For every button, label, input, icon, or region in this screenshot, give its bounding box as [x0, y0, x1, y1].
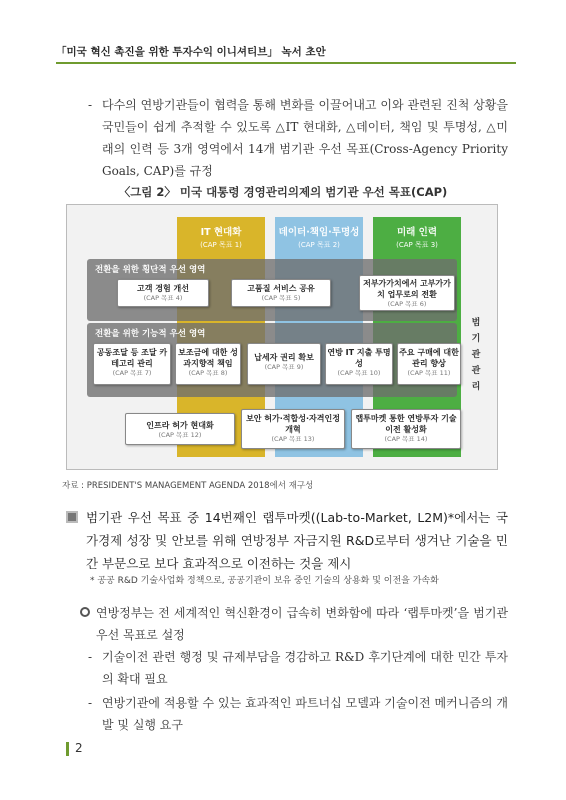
cap-box-7 — [93, 343, 171, 385]
band-label: 전환을 위한 기능적 우선 영역 — [95, 329, 206, 339]
column-sub: (CAP 목표 1) — [200, 241, 242, 249]
circle-bullet-text: 연방정부는 전 세계적인 혁신환경이 급속히 변화함에 따라 ‘랩투마켓’을 범기관 우선 목표로 설정 — [96, 606, 508, 642]
column-title: 미래 인력 — [396, 227, 437, 238]
box-title: 인프라 허가 현대화 — [146, 421, 214, 430]
box-title: 저부가가치에서 고부가가치 업무로의 전환 — [363, 279, 451, 299]
footnote: * 공공 R&D 기술사업화 정책으로, 공공기관이 보유 중인 기술의 상용화 및 이전을 가속화 — [90, 576, 439, 586]
box-sub: (CAP 목표 10) — [337, 369, 381, 377]
sub-bullet-1 — [88, 646, 508, 690]
column-title: IT 현대화 — [200, 227, 242, 238]
box-title: 랩투마켓 통한 연방투자 기술이전 활성화 — [355, 414, 457, 434]
band-label: 전환을 위한 횡단적 우선 영역 — [95, 265, 206, 275]
intro-text: 다수의 연방기관들이 협력을 통해 변화를 이끌어내고 이와 관련된 진척 상황을 국민들이 쉽게 추적할 수 있도록 △IT 현대화, △데이터, 책임 및 투명성, △미래의 인력 등 3개 영역에서 14개 범기관 우선 목표(Cross-Agency Priority Goals, CAP)를 규정 — [102, 98, 508, 178]
column-title: 데이터·책임·투명성 — [278, 227, 360, 238]
box-sub: (CAP 목표 6) — [387, 300, 427, 308]
box-sub: (CAP 목표 13) — [271, 435, 315, 443]
box-title: 공동조달 등 조달 카테고리 관리 — [96, 348, 168, 368]
box-title: 보안 허가·적합성·자격인정 개혁 — [246, 414, 340, 434]
column-sub: (CAP 목표 2) — [298, 241, 340, 249]
cap-box-12 — [125, 413, 235, 445]
column-sub: (CAP 목표 3) — [396, 241, 438, 249]
dash-marker: - — [88, 696, 93, 710]
box-sub: (CAP 목표 11) — [407, 369, 451, 377]
box-title: 납세자 권리 확보 — [254, 353, 314, 362]
box-sub: (CAP 목표 5) — [261, 294, 301, 302]
box-title: 주요 구매에 대한 관리 향상 — [399, 348, 459, 368]
cap-box-13 — [241, 409, 345, 449]
figure-source: 자료 : PRESIDENT'S MANAGEMENT AGENDA 2018에서 재구성 — [62, 481, 314, 491]
dash-marker: - — [88, 650, 93, 664]
dash-marker: - — [88, 98, 93, 112]
figure-caption: 〈그림 2〉 미국 대통령 경영관리의제의 범기관 우선 목표(CAP) — [118, 185, 448, 199]
intro-bullet — [88, 94, 508, 182]
cap-box-8 — [175, 343, 241, 385]
box-title: 고객 경험 개선 — [137, 284, 189, 293]
box-sub: (CAP 목표 12) — [158, 431, 202, 439]
square-bullet-icon — [66, 511, 78, 523]
box-sub: (CAP 목표 4) — [143, 294, 183, 302]
circle-bullet-icon — [80, 607, 90, 617]
cap-figure — [66, 204, 498, 470]
sub-bullet-2 — [88, 692, 508, 736]
sub-bullet-text: 기술이전 관련 행정 및 규제부담을 경감하고 R&D 후기단계에 대한 민간 투자의 확대 필요 — [102, 650, 508, 686]
cap-box-5 — [231, 279, 331, 307]
side-label-cross-agency: 범기관관리 — [471, 318, 481, 392]
cap-box-10 — [325, 343, 393, 385]
sub-bullet-text: 연방기관에 적용할 수 있는 효과적인 파트너십 모델과 기술이전 메커니즘의 개발 및 실행 요구 — [102, 696, 508, 732]
cap-box-6 — [359, 275, 455, 311]
box-title: 보조금에 대한 성과지향적 책임 — [178, 348, 238, 368]
main-bullet-text: 범기관 우선 목표 중 14번째인 랩투마켓((Lab-to-Market, L2M)*에서는 국가경제 성장 및 안보를 위해 연방정부 자금지원 R&D로부터 생겨난 기술을 민간 부문으로 보다 효과적으로 이전하는 것을 제시 — [86, 510, 508, 571]
main-bullet — [66, 506, 508, 575]
page-number-marker — [66, 742, 69, 756]
cap-box-4 — [117, 279, 209, 307]
cap-box-9 — [247, 343, 321, 385]
cap-box-11 — [397, 343, 461, 385]
cap-box-14 — [351, 409, 461, 449]
box-sub: (CAP 목표 7) — [112, 369, 152, 377]
running-header: 「미국 혁신 촉진을 위한 투자수익 이니셔티브」 녹서 초안 — [56, 46, 326, 58]
box-title: 고품질 서비스 공유 — [247, 284, 315, 293]
box-title: 연방 IT 지출 투명성 — [327, 348, 391, 368]
box-sub: (CAP 목표 9) — [264, 363, 304, 371]
box-sub: (CAP 목표 8) — [188, 369, 228, 377]
box-sub: (CAP 목표 14) — [384, 435, 428, 443]
page-number: 2 — [75, 741, 83, 755]
circle-bullet — [80, 602, 508, 646]
